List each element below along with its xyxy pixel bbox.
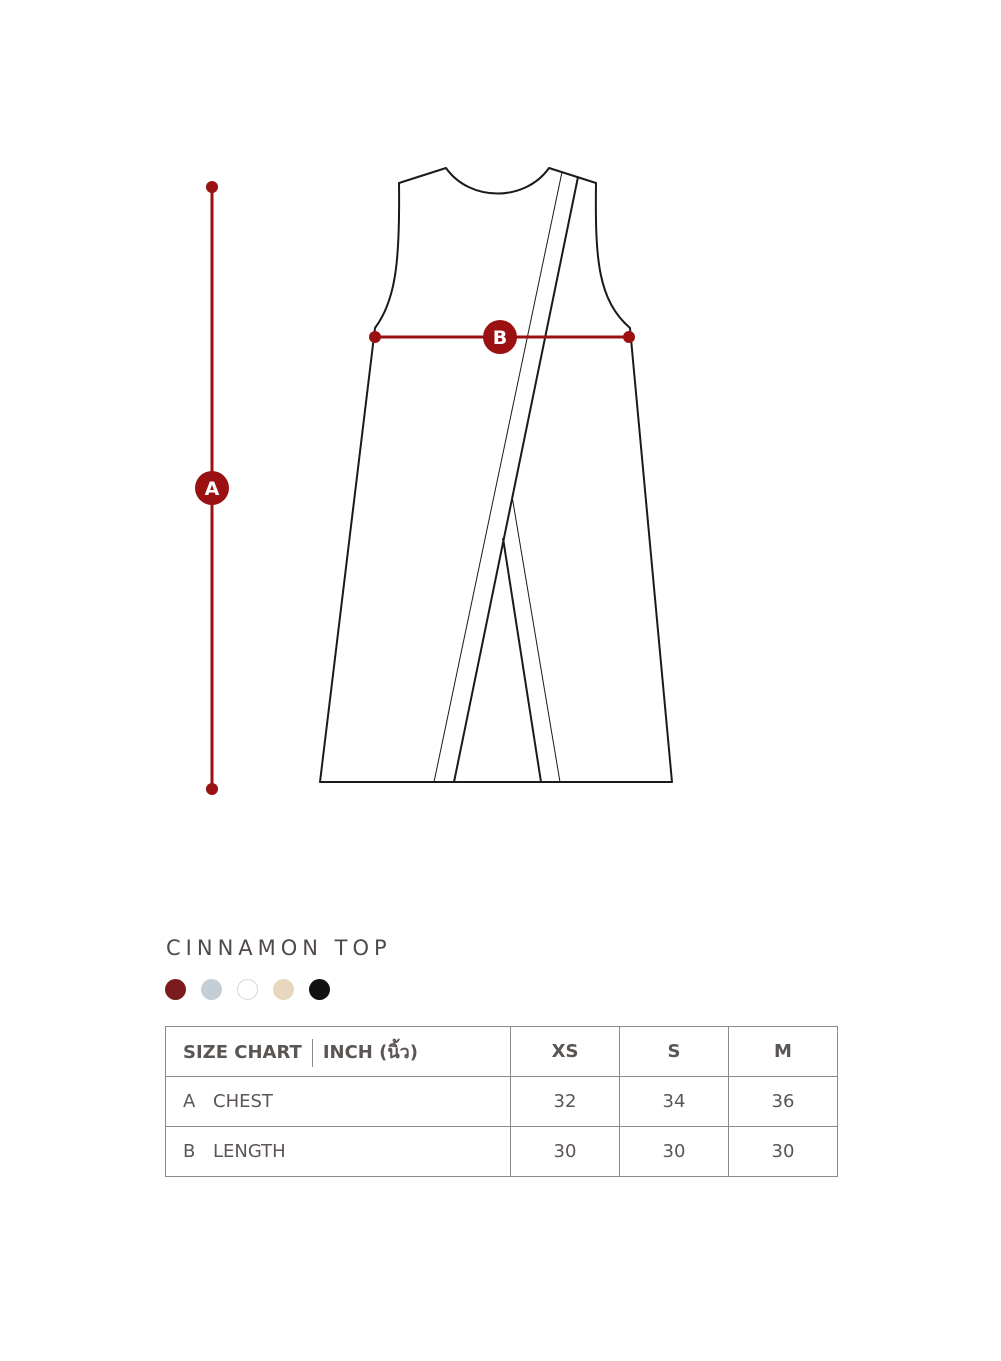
row-letter-b: B xyxy=(183,1141,196,1162)
length-measure-top-dot xyxy=(206,181,218,193)
color-swatch-light-blue-grey[interactable] xyxy=(201,979,222,1000)
row-name-length: LENGTH xyxy=(213,1141,286,1162)
length-value-s: 30 xyxy=(620,1127,729,1177)
length-value-xs: 30 xyxy=(511,1127,620,1177)
row-label-chest xyxy=(166,1077,511,1127)
row-label-length xyxy=(166,1127,511,1177)
header-divider xyxy=(312,1039,313,1067)
size-chart-title: SIZE CHART xyxy=(183,1041,302,1063)
size-header-m: M xyxy=(729,1027,838,1077)
chest-measure-left-dot xyxy=(369,331,381,343)
color-swatch-beige[interactable] xyxy=(273,979,294,1000)
size-header-s: S xyxy=(620,1027,729,1077)
table-row-length xyxy=(166,1127,838,1177)
chest-value-s: 34 xyxy=(620,1077,729,1127)
length-measure-bottom-dot xyxy=(206,783,218,795)
unit-label: INCH (นิ้ว) xyxy=(322,1041,418,1063)
color-swatch-maroon[interactable] xyxy=(165,979,186,1000)
color-swatch-white[interactable] xyxy=(237,979,258,1000)
chest-value-m: 36 xyxy=(729,1077,838,1127)
marker-a-label: A xyxy=(204,478,220,500)
size-header-xs: XS xyxy=(511,1027,620,1077)
length-measure xyxy=(195,181,229,795)
top-outline xyxy=(320,168,672,782)
marker-b-label: B xyxy=(492,327,508,349)
table-row-chest xyxy=(166,1077,838,1127)
color-swatch-black[interactable] xyxy=(309,979,330,1000)
slit-edge xyxy=(503,538,541,782)
size-chart-table xyxy=(165,1026,838,1177)
garment-body-outline xyxy=(320,168,672,782)
front-panel-edge xyxy=(454,177,578,782)
color-swatches xyxy=(165,979,330,1000)
size-chart-header-row xyxy=(166,1027,838,1077)
chest-value-xs: 32 xyxy=(511,1077,620,1127)
chest-measure-right-dot xyxy=(623,331,635,343)
chest-measure xyxy=(369,320,635,354)
length-value-m: 30 xyxy=(729,1127,838,1177)
row-name-chest: CHEST xyxy=(213,1091,273,1112)
row-letter-a: A xyxy=(183,1091,196,1112)
top-seam-lines xyxy=(434,172,562,782)
product-title: CINNAMON TOP xyxy=(166,936,392,960)
front-panel-seam xyxy=(434,172,562,782)
size-chart-header-cell xyxy=(166,1027,511,1077)
